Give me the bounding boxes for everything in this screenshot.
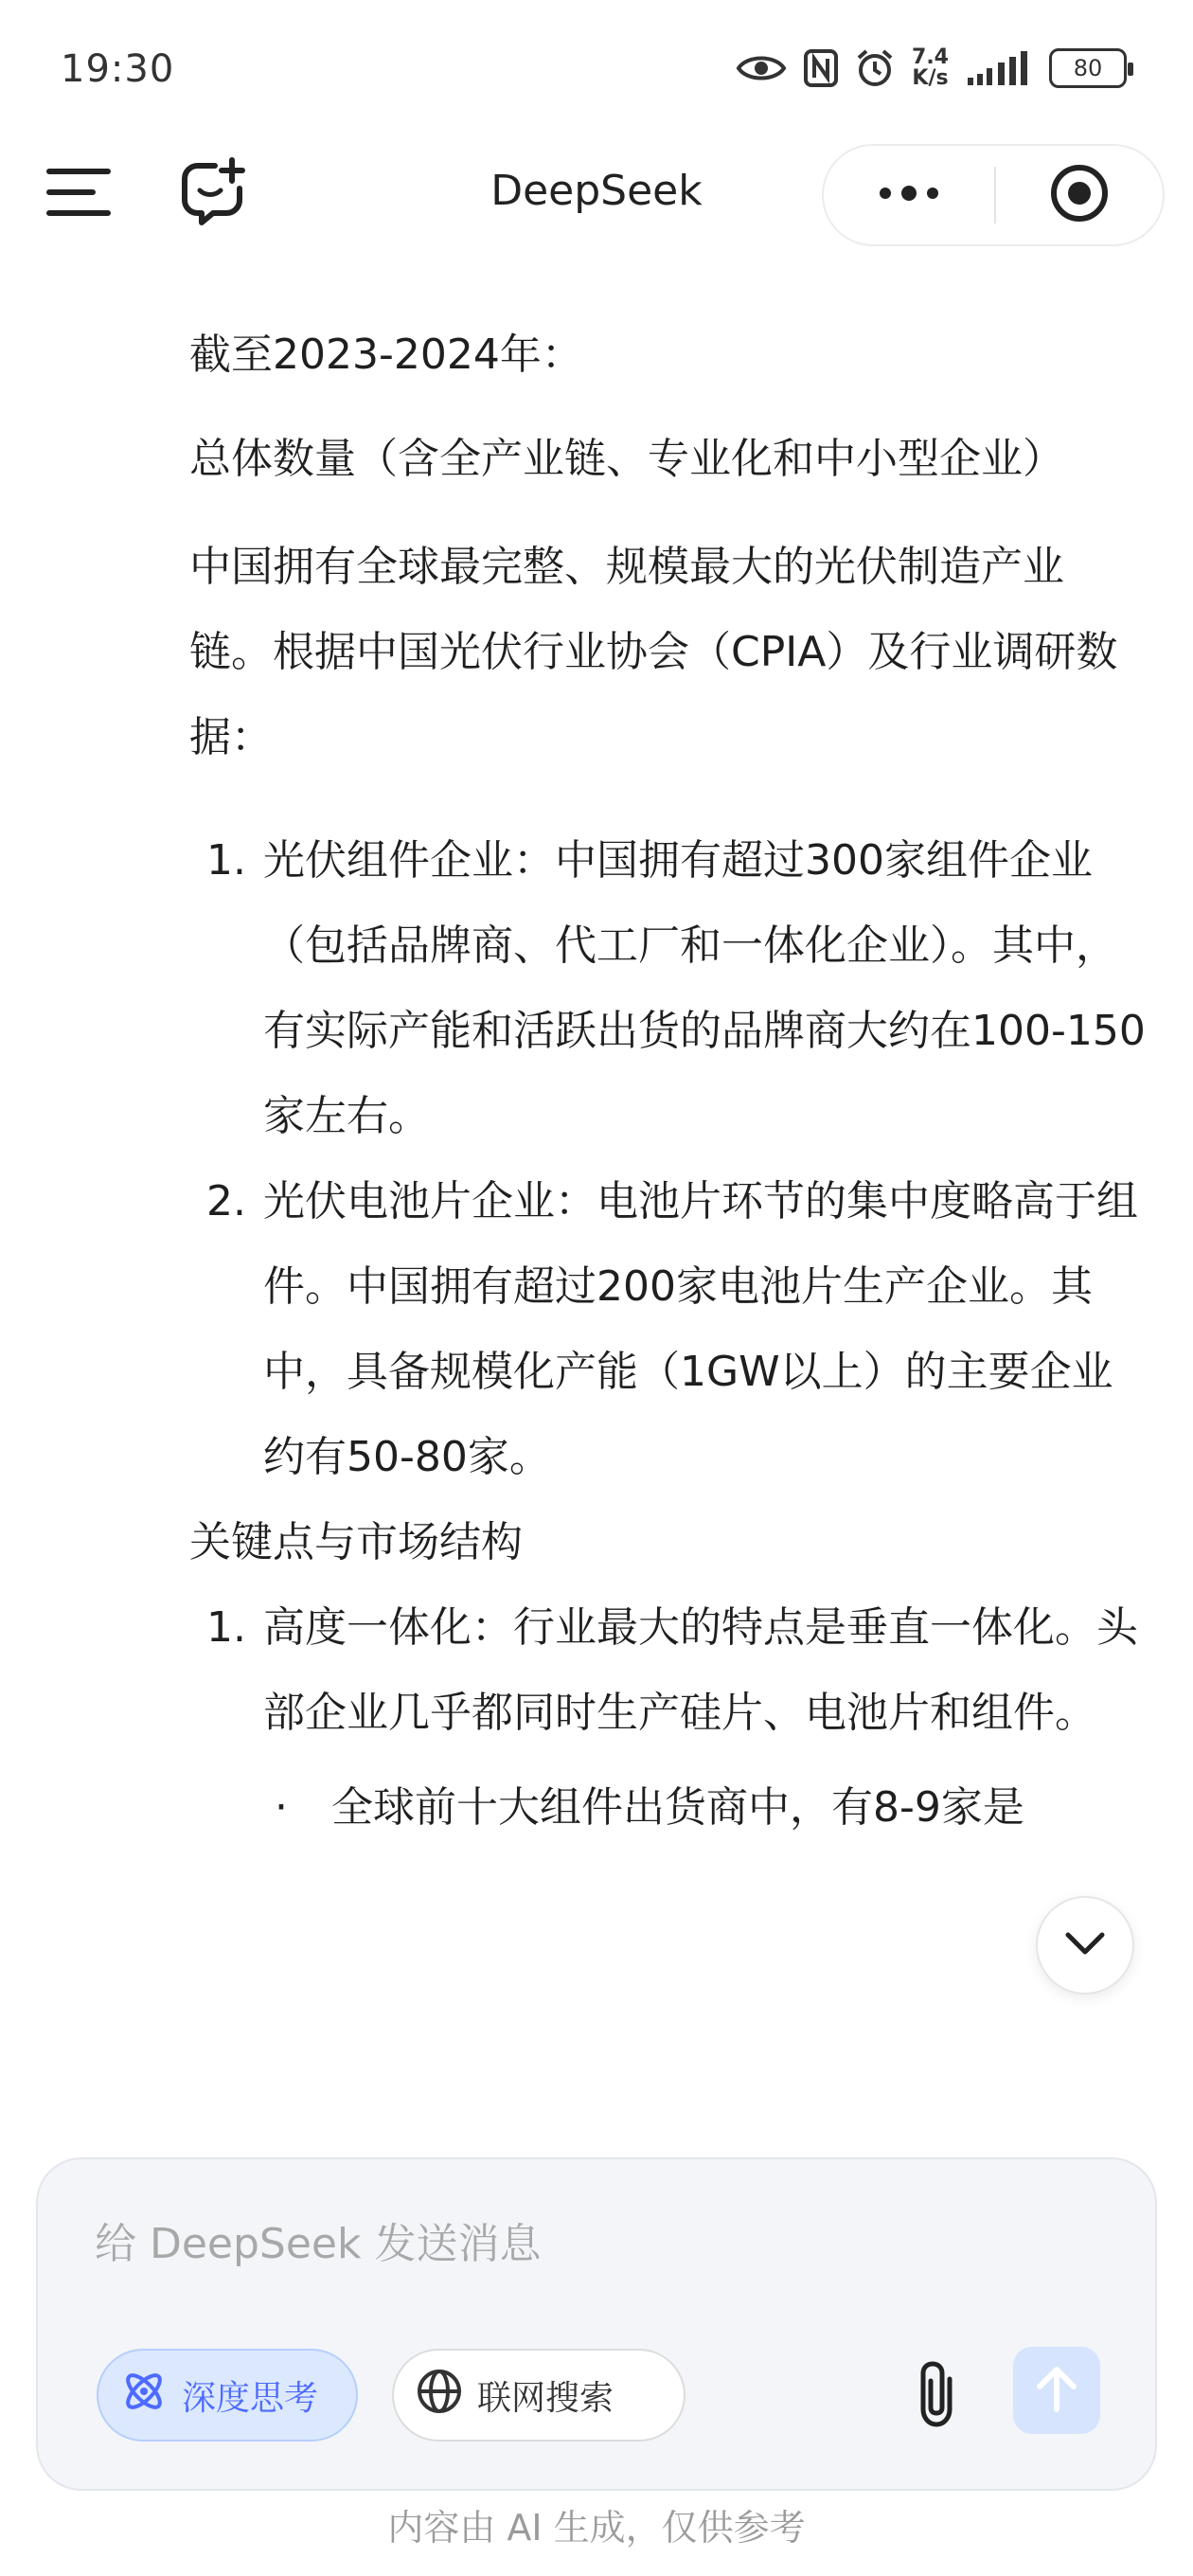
- status-time: 19:30: [61, 47, 175, 91]
- net-speed-unit: K/s: [912, 66, 949, 90]
- net-speed: [912, 47, 949, 89]
- deep-think-toggle[interactable]: [97, 2349, 358, 2442]
- send-button[interactable]: [1013, 2347, 1100, 2434]
- alarm-icon: [855, 48, 895, 88]
- date-line: 截至2023-2024年：: [189, 331, 583, 379]
- battery-icon: [1049, 48, 1127, 88]
- net-speed-value: 7.4: [912, 45, 949, 69]
- message-input[interactable]: [95, 2210, 947, 2277]
- status-icons: [736, 38, 1127, 98]
- list-item-text: 光伏组件企业：中国拥有超过300家组件企业（包括品牌商、代工厂和一体化企业）。其中，有实际产能和活跃出货的品牌商大约在100-150家左右。: [263, 836, 1146, 1140]
- mini-program-close-button[interactable]: [996, 146, 1163, 244]
- intro-paragraph: 中国拥有全球最完整、规模最大的光伏制造产业链。根据中国光伏行业协会（CPIA）及行业调研数据：: [189, 543, 1118, 761]
- key-points-list: [189, 1585, 1146, 1756]
- status-bar: [0, 0, 1193, 142]
- scroll-to-bottom-button[interactable]: [1036, 1896, 1134, 1995]
- enterprise-list: [189, 818, 1146, 1500]
- more-icon: [876, 184, 942, 206]
- battery-level: 80: [1073, 55, 1103, 81]
- list-item-text: 高度一体化：行业最大的特点是垂直一体化。头部企业几乎都同时生产硅片、电池片和组件。: [263, 1603, 1138, 1737]
- ai-disclaimer: 内容由 AI 生成，仅供参考: [387, 2507, 806, 2549]
- list-number: 1.: [206, 836, 246, 885]
- chevron-down-icon: [1062, 1929, 1108, 1961]
- globe-icon: [415, 2367, 464, 2424]
- list-item: [189, 1585, 1146, 1756]
- more-button[interactable]: [824, 146, 994, 244]
- nfc-icon: [804, 49, 838, 87]
- message-content: [189, 313, 1146, 1851]
- eye-icon: [736, 51, 787, 85]
- target-icon: [1048, 162, 1111, 228]
- composer: [36, 2157, 1157, 2491]
- sub-list-item: [189, 1765, 1146, 1851]
- web-search-label: 联网搜索: [477, 2378, 614, 2418]
- total-heading: 总体数量（含全产业链、专业化和中小型企业）: [189, 435, 1064, 483]
- atom-icon: [119, 2367, 169, 2424]
- list-number: 1.: [206, 1603, 246, 1652]
- web-search-toggle[interactable]: [392, 2349, 686, 2442]
- arrow-up-icon: [1032, 2362, 1081, 2419]
- deep-think-label: 深度思考: [182, 2378, 319, 2418]
- list-item-text: 光伏电池片企业：电池片环节的集中度略高于组件。中国拥有超过200家电池片生产企业。其中，具备规模化产能（1GW以上）的主要企业约有50-80家。: [263, 1177, 1138, 1481]
- app-header: [0, 142, 1193, 246]
- list-item: [189, 818, 1146, 1159]
- app-title: DeepSeek: [490, 167, 703, 215]
- bullet: ·: [275, 1783, 288, 1832]
- list-number: 2.: [206, 1177, 246, 1225]
- section-title: 关键点与市场结构: [189, 1518, 523, 1566]
- list-item: [189, 1159, 1146, 1500]
- paperclip-icon: [914, 2358, 961, 2434]
- attach-button[interactable]: [890, 2349, 985, 2443]
- header-actions: [822, 144, 1165, 246]
- signal-icon: [966, 49, 1032, 87]
- sub-list-item-text: 全球前十大组件出货商中，有8-9家是: [331, 1783, 1024, 1832]
